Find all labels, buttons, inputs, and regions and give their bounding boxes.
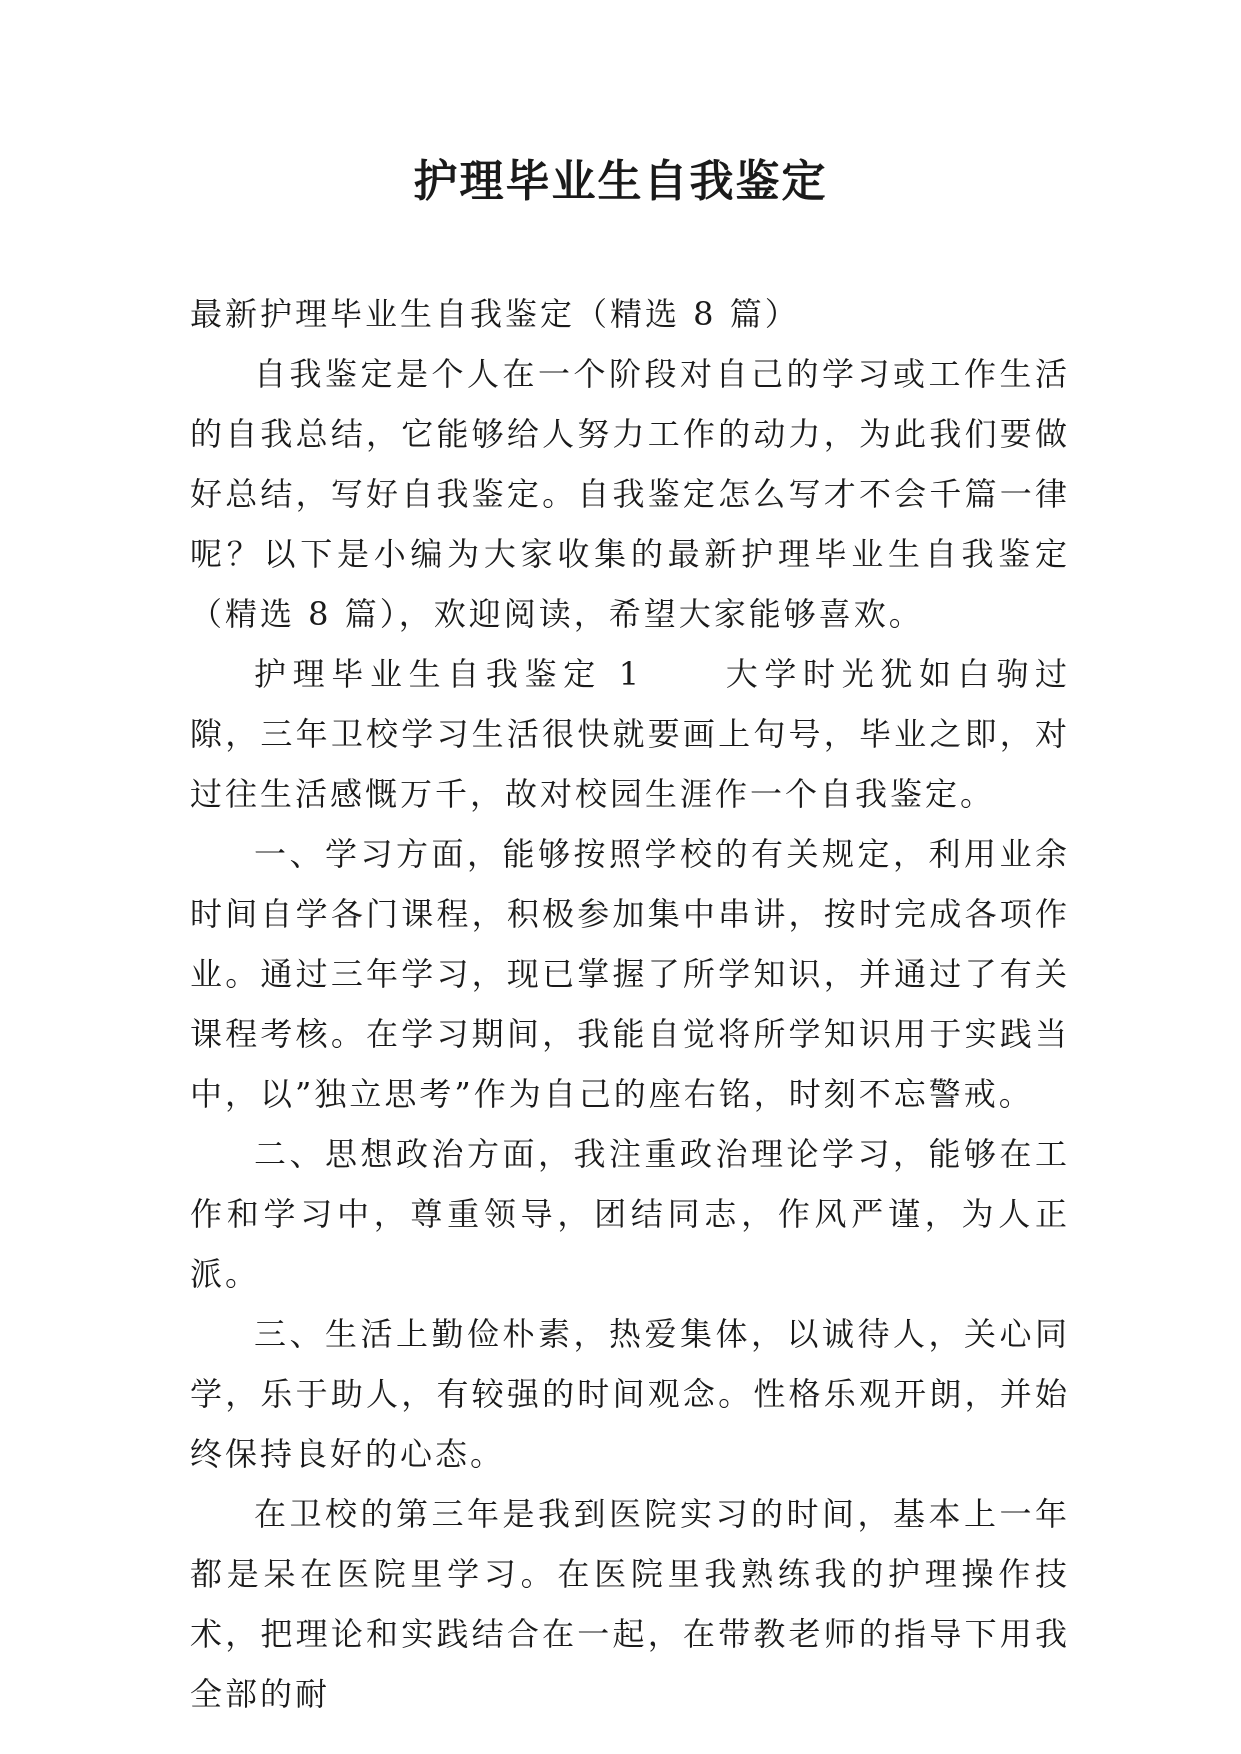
document-title: 护理毕业生自我鉴定 [413, 156, 828, 207]
document-body [190, 284, 1070, 1724]
section-heading: 护理毕业生自我鉴定 1 [254, 655, 643, 693]
internship-paragraph: 在卫校的第三年是我到医院实习的时间，基本上一年都是呆在医院里学习。在医院里我熟练我的护理操作技术，把理论和实践结合在一起，在带教老师的指导下用我全部的耐 [190, 1495, 1070, 1713]
section-intro: 大学时光犹如白驹过隙，三年卫校学习生活很快就要画上句号，毕业之即，对过往生活感慨万千，故对校园生涯作一个自我鉴定。 [190, 655, 1070, 813]
document-subtitle: 最新护理毕业生自我鉴定（精选 8 篇） [190, 295, 800, 333]
politics-paragraph: 二、思想政治方面，我注重政治理论学习，能够在工作和学习中，尊重领导，团结同志，作风严谨，为人正派。 [190, 1135, 1070, 1293]
section-1-paragraph [190, 644, 1070, 824]
life-paragraph: 三、生活上勤俭朴素，热爱集体，以诚待人，关心同学，乐于助人，有较强的时间观念。性格乐观开朗，并始终保持良好的心态。 [190, 1315, 1070, 1473]
intro-paragraph: 自我鉴定是个人在一个阶段对自己的学习或工作生活的自我总结，它能够给人努力工作的动力，为此我们要做好总结，写好自我鉴定。自我鉴定怎么写才不会千篇一律呢？以下是小编为大家收集的最新护理毕业生自我鉴定（精选 8 篇），欢迎阅读，希望大家能够喜欢。 [190, 355, 1070, 633]
study-paragraph: 一、学习方面，能够按照学校的有关规定，利用业余时间自学各门课程，积极参加集中串讲，按时完成各项作业。通过三年学习，现已掌握了所学知识，并通过了有关课程考核。在学习期间，我能自觉将所学知识用于实践当中，以”独立思考”作为自己的座右铭，时刻不忘警戒。 [190, 835, 1070, 1113]
